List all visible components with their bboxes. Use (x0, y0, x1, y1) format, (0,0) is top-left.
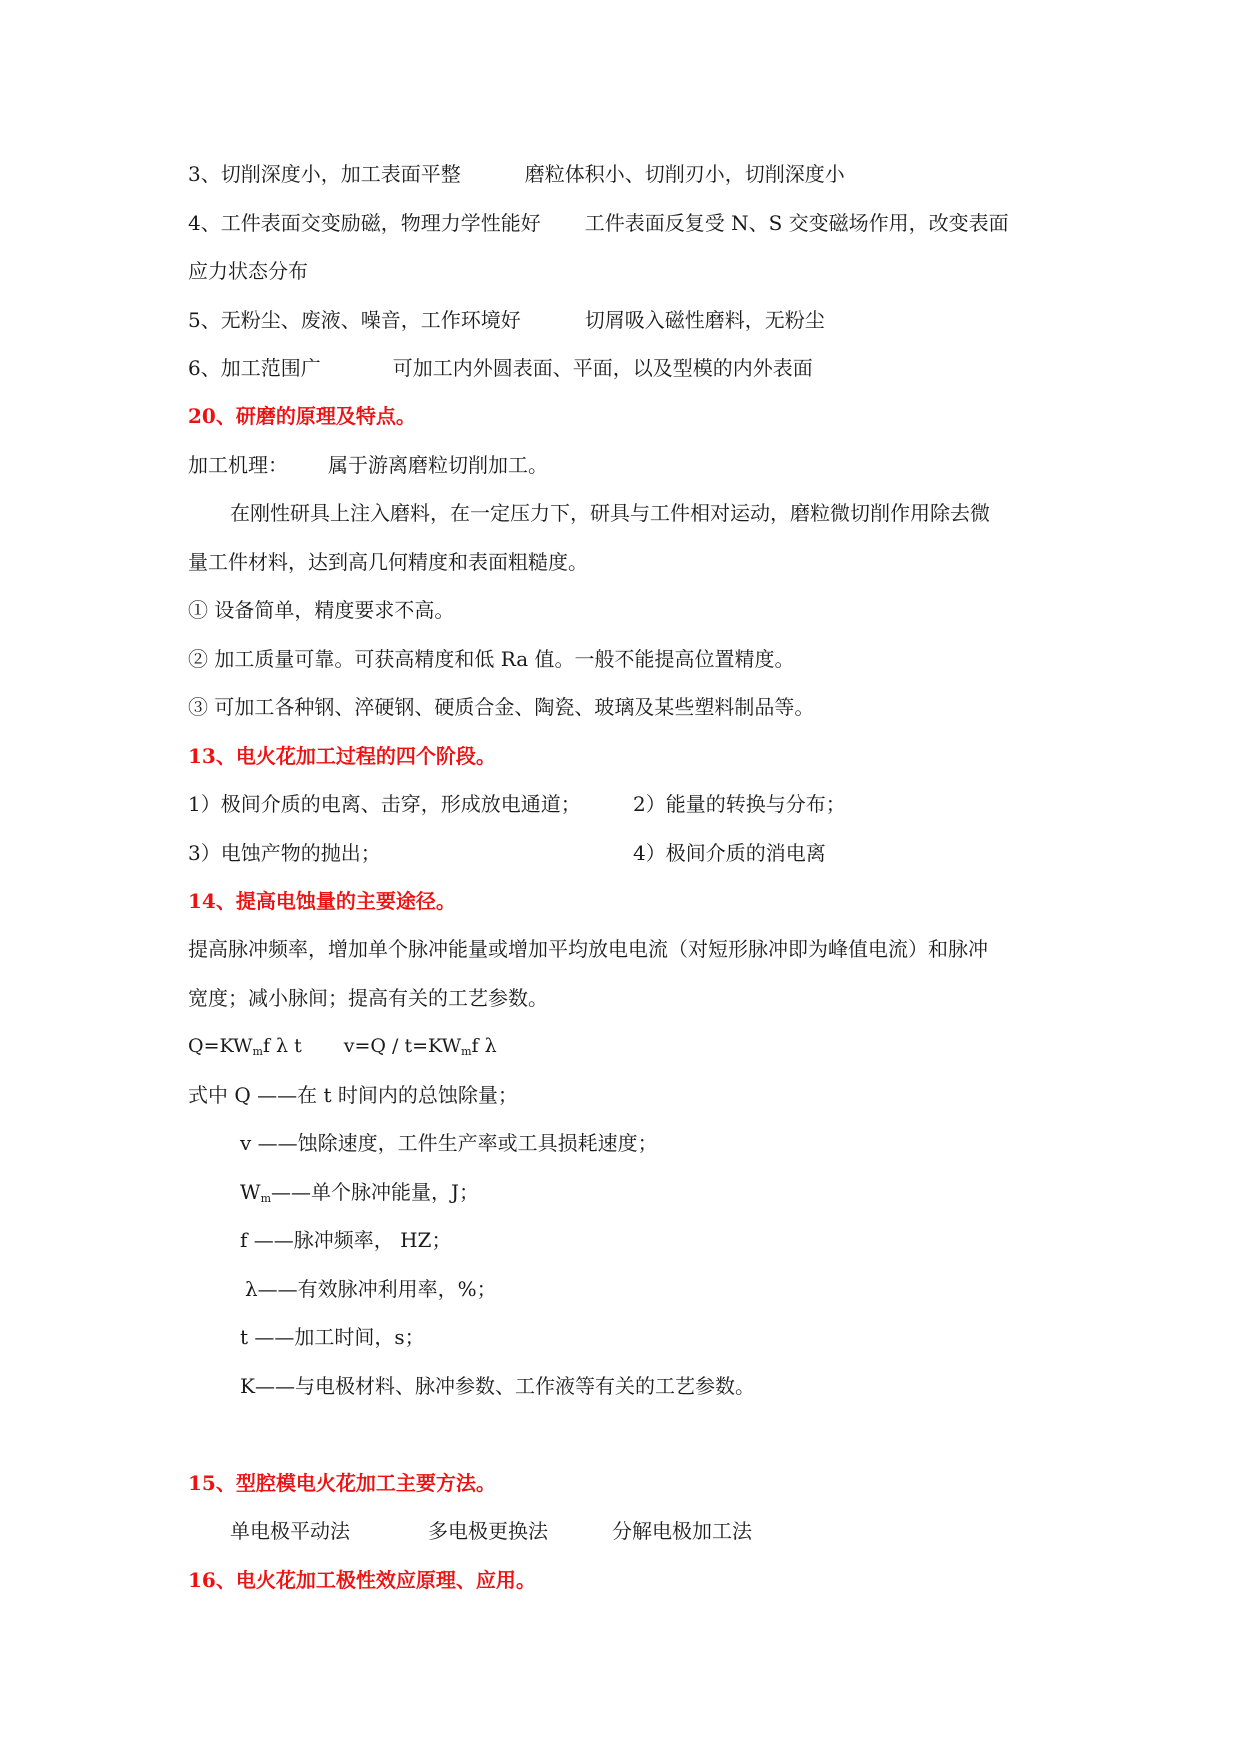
label-text: 加工机理： (188, 453, 288, 477)
paragraph-line: 在刚性研具上注入磨料，在一定压力下，研具与工件相对运动，磨粒微切削作用除去微 (230, 501, 990, 525)
stage-item: 2）能量的转换与分布； (633, 792, 846, 816)
methods-line (230, 1517, 752, 1545)
list-item-text: 3、切削深度小，加工表面平整 (188, 162, 461, 186)
method-item: 单电极平动法 (230, 1519, 350, 1543)
list-item-text: 4、工件表面交变励磁，物理力学性能好 (188, 211, 541, 235)
definition-line: t ——加工时间，s； (240, 1325, 425, 1349)
list-item-text: 5、无粉尘、废液、噪音，工作环境好 (188, 308, 521, 332)
list-item: ③ 可加工各种钢、淬硬钢、硬质合金、陶瓷、玻璃及某些塑料制品等。 (188, 695, 815, 719)
body-text: 属于游离磨粒切削加工。 (328, 453, 548, 477)
list-item: ② 加工质量可靠。可获高精度和低 Ra 值。一般不能提高位置精度。 (188, 647, 795, 671)
definition-line: 式中 Q ——在 t 时间内的总蚀除量； (188, 1083, 518, 1107)
text-line: 应力状态分布 (188, 259, 308, 283)
section-heading: 14、提高电蚀量的主要途径。 (188, 889, 456, 913)
section-heading: 15、型腔模电火花加工主要方法。 (188, 1471, 496, 1495)
section-heading: 16、电火花加工极性效应原理、应用。 (188, 1568, 536, 1592)
definition-line: v ——蚀除速度，工件生产率或工具损耗速度； (240, 1131, 658, 1155)
formula-v: $v=Q / t=KW_mf$ λ (343, 1035, 497, 1058)
formula-line (188, 1032, 497, 1066)
paragraph-line: 提高脉冲频率，增加单个脉冲能量或增加平均放电电流（对短形脉冲即为峰值电流）和脉冲 (188, 937, 988, 961)
list-item-explanation: 可加工内外圆表面、平面，以及型模的内外表面 (392, 356, 813, 380)
list-item: ① 设备简单，精度要求不高。 (188, 598, 455, 622)
text-line (188, 306, 825, 334)
stage-item: 4）极间介质的消电离 (633, 841, 826, 865)
stage-item: 3）电蚀产物的抛出； (188, 841, 381, 865)
text-line (188, 839, 826, 867)
method-item: 多电极更换法 (428, 1519, 548, 1543)
list-item-explanation: 切屑吸入磁性磨料，无粉尘 (584, 308, 825, 332)
method-item: 分解电极加工法 (612, 1519, 752, 1543)
paragraph-line: 宽度；减小脉间；提高有关的工艺参数。 (188, 986, 548, 1010)
text-line (188, 160, 845, 188)
list-item-text: 6、加工范围广 (188, 356, 321, 380)
definition-line: K——与电极材料、脉冲参数、工作液等有关的工艺参数。 (240, 1374, 755, 1398)
list-item-explanation: 磨粒体积小、切削刃小，切削深度小 (524, 162, 845, 186)
section-heading: 13、电火花加工过程的四个阶段。 (188, 744, 496, 768)
definition-line: f ——脉冲频率， HZ； (240, 1228, 452, 1252)
list-item-explanation: 工件表面反复受 N、S 交变磁场作用，改变表面 (584, 211, 1009, 235)
definition-line: $W_m——$单个脉冲能量，J； (240, 1180, 480, 1205)
section-heading: 20、研磨的原理及特点。 (188, 404, 416, 428)
text-line (188, 790, 846, 818)
text-line (188, 451, 548, 479)
text-line (188, 209, 1009, 237)
definition-line: λ——有效脉冲利用率，%； (245, 1277, 497, 1301)
stage-item: 1）极间介质的电离、击穿，形成放电通道； (188, 792, 581, 816)
text-line (188, 354, 813, 382)
formula-q: $Q=KW_mf$ λ t (188, 1035, 302, 1058)
paragraph-line: 量工件材料，达到高几何精度和表面粗糙度。 (188, 550, 588, 574)
